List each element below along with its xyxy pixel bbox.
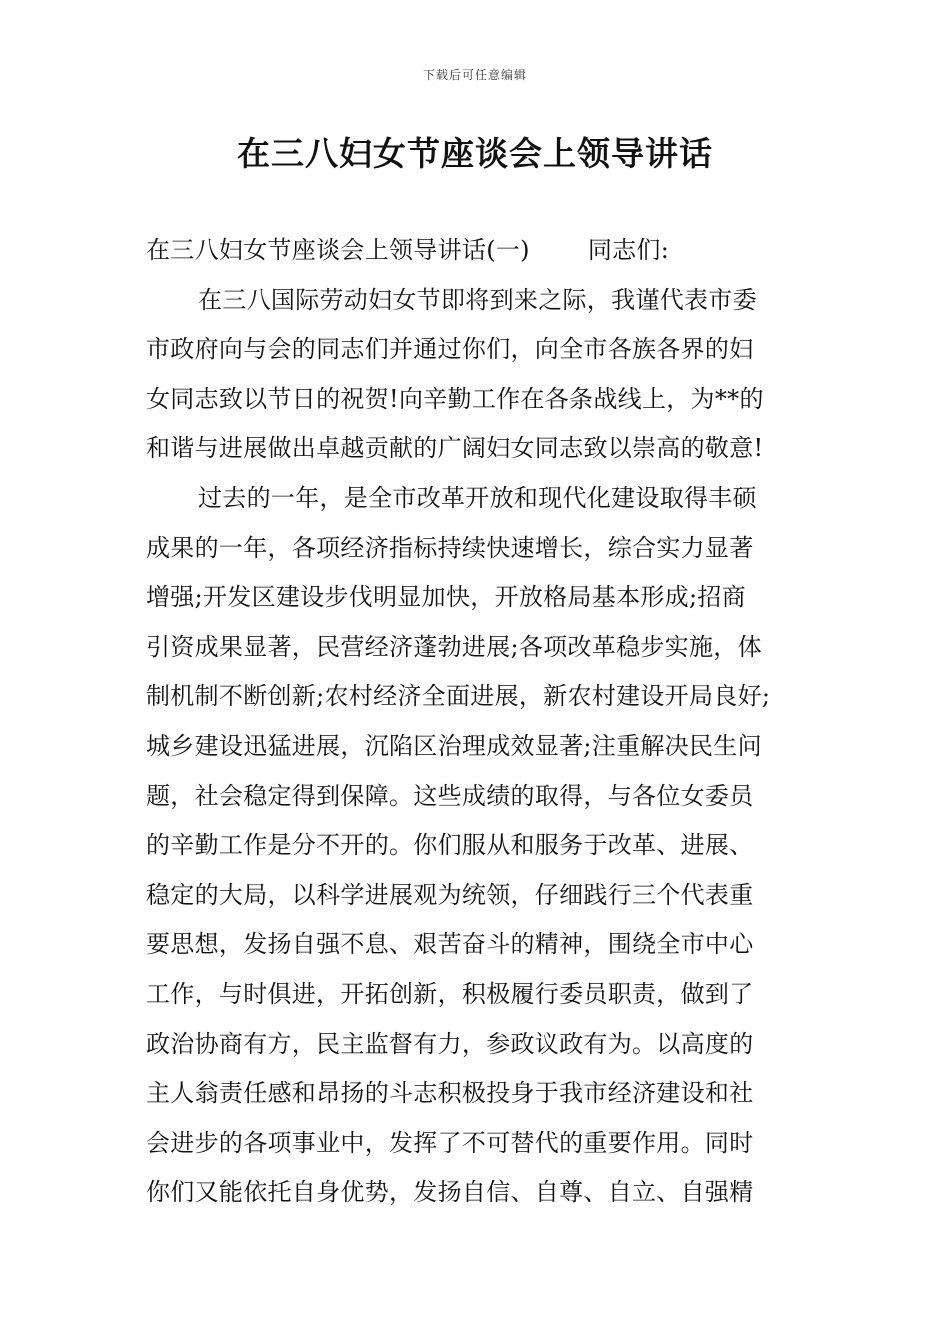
text-line: 成果的一年，各项经济指标持续快速增长，综合实力显著 — [146, 533, 754, 562]
document-body — [146, 226, 826, 1218]
text-line: 市政府向与会的同志们并通过你们，向全市各族各界的妇 — [146, 335, 754, 364]
text-line: 增强;开发区建设步伐明显加快，开放格局基本形成;招商 — [146, 583, 746, 612]
text-line: 稳定的大局，以科学进展观为统领，仔细践行三个代表重 — [146, 880, 754, 909]
text-line: 政治协商有方，民主监督有力，参政议政有为。以高度的 — [146, 1029, 754, 1058]
text-line: 会进步的各项事业中，发挥了不可替代的重要作用。同时 — [146, 1128, 754, 1157]
text-line: 制机制不断创新;农村经济全面进展，新农村建设开局良好; — [146, 682, 771, 711]
subtitle-line — [146, 226, 826, 276]
text-line: 你们又能依托自身优势，发扬自信、自尊、自立、自强精 — [146, 1178, 754, 1207]
document-title: 在三八妇女节座谈会上领导讲话 — [237, 134, 713, 173]
text-line: 过去的一年，是全市改革开放和现代化建设取得丰硕 — [198, 483, 757, 512]
text-line: 引资成果显著，民营经济蓬勃进展;各项改革稳步实施，体 — [146, 632, 762, 661]
text-line: 题，社会稳定得到保障。这些成绩的取得，与各位女委员 — [146, 781, 754, 810]
text-line: 主人翁责任感和昂扬的斗志积极投身于我市经济建设和社 — [146, 1079, 754, 1108]
text-line: 要思想，发扬自强不息、艰苦奋斗的精神，围绕全市中心 — [146, 930, 754, 959]
salutation: 同志们: — [587, 236, 670, 264]
header-note: 下载后可任意编辑 — [422, 68, 527, 82]
text-line: 工作，与时俱进，开拓创新，积极履行委员职责，做到了 — [146, 979, 754, 1008]
paragraph-lines — [146, 276, 826, 1218]
text-line: 和谐与进展做出卓越贡献的广阔妇女同志致以崇高的敬意! — [146, 434, 764, 463]
text-line: 女同志致以节日的祝贺!向辛勤工作在各条战线上，为**的 — [146, 384, 764, 413]
section-subtitle: 在三八妇女节座谈会上领导讲话(一) — [146, 236, 530, 264]
text-line: 城乡建设迅猛进展，沉陷区治理成效显著;注重解决民生问 — [146, 731, 762, 760]
text-line: 的辛勤工作是分不开的。你们服从和服务于改革、进展、 — [146, 831, 754, 860]
text-line: 在三八国际劳动妇女节即将到来之际，我谨代表市委 — [198, 285, 757, 314]
